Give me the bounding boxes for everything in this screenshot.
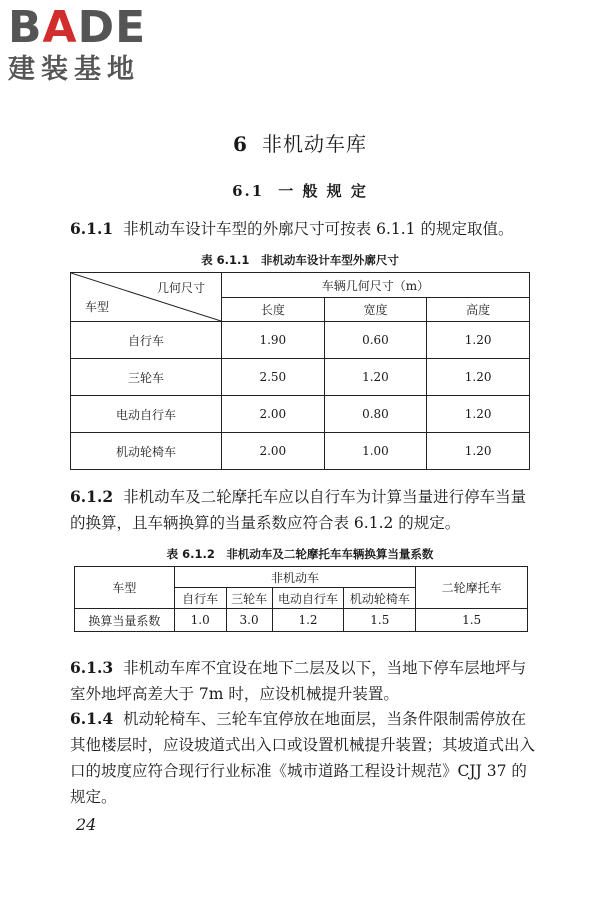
clause-6-1-3: [70, 655, 540, 707]
height-cell: 1.20: [427, 359, 530, 396]
clause-text: 非机动车及二轮摩托车应以自行车为计算当量进行停车当量的换算，且车辆换算的当量系数应符合表 6.1.2 的规定。: [70, 488, 527, 532]
column-header: 三轮车: [226, 588, 272, 609]
width-cell: 0.60: [324, 322, 427, 359]
height-cell: 1.20: [427, 322, 530, 359]
table-row: [71, 359, 530, 396]
table-row: [71, 322, 530, 359]
vehicle-type-cell: 电动自行车: [71, 396, 222, 433]
length-cell: 2.00: [222, 433, 325, 470]
width-cell: 0.80: [324, 396, 427, 433]
table-row: [71, 433, 530, 470]
coefficient-cell: 1.2: [272, 609, 344, 632]
clause-text: 机动轮椅车、三轮车宜停放在地面层，当条件限制需停放在其他楼层时，应设坡道式出入口或设置机械提升装置；其坡道式出入口的坡度应符合现行行业标准《城市道路工程设计规范》CJJ 37 的规定。: [70, 710, 536, 806]
length-cell: 2.00: [222, 396, 325, 433]
table-6-1-2: [74, 566, 528, 632]
clause-text: 非机动车设计车型的外廓尺寸可按表 6.1.1 的规定取值。: [123, 220, 514, 238]
column-header: 宽度: [324, 298, 427, 322]
clause-6-1-4: [70, 706, 540, 810]
section-title: [0, 180, 600, 201]
logo-subtitle: 建装基地: [8, 54, 140, 85]
column-header: 高度: [427, 298, 530, 322]
table-corner-cell: [71, 273, 222, 322]
table-6-1-1: [70, 272, 530, 470]
vehicle-type-cell: 自行车: [71, 322, 222, 359]
corner-header-top: 几何尺寸: [156, 281, 205, 295]
column-header: 长度: [222, 298, 325, 322]
coefficient-cell: 1.0: [174, 609, 226, 632]
clause-6-1-1: [70, 216, 540, 242]
vehicle-type-cell: 机动轮椅车: [71, 433, 222, 470]
width-cell: 1.00: [324, 433, 427, 470]
table-row: [71, 396, 530, 433]
row-label: 换算当量系数: [75, 609, 175, 632]
table-row: [75, 609, 528, 632]
width-cell: 1.20: [324, 359, 427, 396]
coefficient-cell: 1.5: [416, 609, 528, 632]
group-header: 非机动车: [174, 567, 416, 588]
vehicle-type-header: 车型: [75, 567, 175, 609]
clause-number: 6.1.2: [70, 487, 114, 506]
coefficient-cell: 3.0: [226, 609, 272, 632]
height-cell: 1.20: [427, 433, 530, 470]
page-number: 24: [76, 815, 97, 834]
logo-wordmark: BADE: [8, 2, 147, 53]
corner-header-bottom: 车型: [85, 300, 110, 314]
clause-number: 6.1.3: [70, 658, 114, 677]
clause-number: 6.1.4: [70, 709, 114, 728]
chapter-number: 6: [233, 132, 248, 156]
vehicle-type-cell: 三轮车: [71, 359, 222, 396]
coefficient-cell: 1.5: [344, 609, 416, 632]
column-header: 电动自行车: [272, 588, 344, 609]
table-6-1-2-caption: 表 6.1.2 非机动车及二轮摩托车车辆换算当量系数: [166, 547, 434, 561]
length-cell: 2.50: [222, 359, 325, 396]
section-name: 一 般 规 定: [278, 182, 368, 200]
motorcycle-header: 二轮摩托车: [416, 567, 528, 609]
column-header: 机动轮椅车: [344, 588, 416, 609]
table-6-1-1-caption: 表 6.1.1 非机动车设计车型外廓尺寸: [201, 253, 399, 267]
chapter-title: [0, 128, 600, 157]
length-cell: 1.90: [222, 322, 325, 359]
clause-text: 非机动车库不宜设在地下二层及以下，当地下停车层地坪与室外地坪高差大于 7m 时，应设机械提升装置。: [70, 659, 527, 703]
chapter-name: 非机动车库: [261, 132, 367, 156]
height-cell: 1.20: [427, 396, 530, 433]
clause-6-1-2: [70, 484, 540, 536]
group-header: 车辆几何尺寸（m）: [222, 273, 530, 298]
column-header: 自行车: [174, 588, 226, 609]
publisher-logo: [8, 4, 188, 86]
section-number: 6.1: [232, 182, 265, 200]
clause-number: 6.1.1: [70, 219, 114, 238]
